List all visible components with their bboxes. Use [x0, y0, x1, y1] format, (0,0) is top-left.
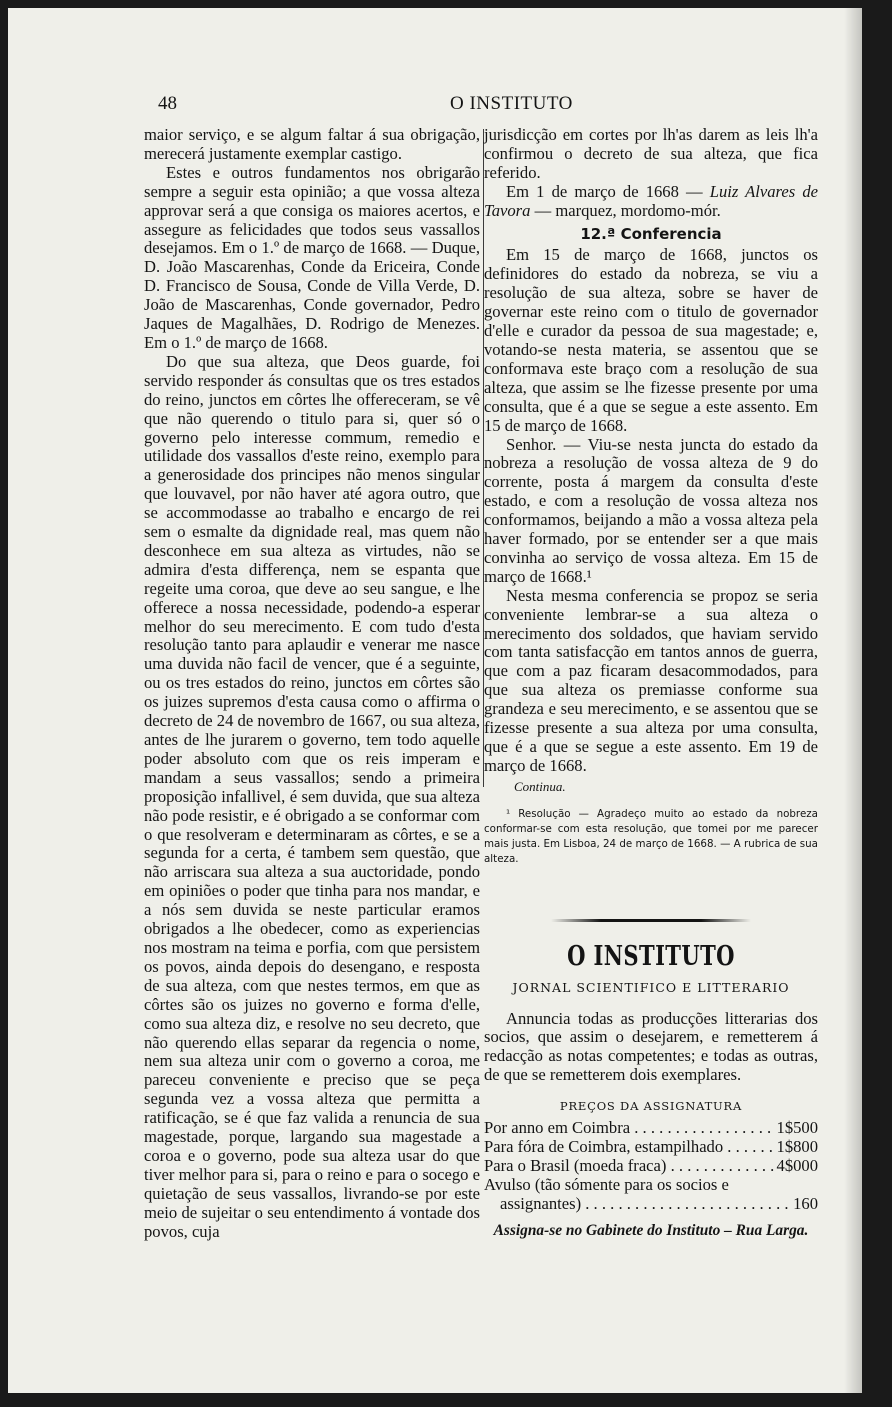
footnote: ¹ Resolução — Agradeço muito ao estado da nobreza conformar-se com esta resolução, que tomei por me parecer mais justa. Em Lisboa, 24 de março de 1668. — A rubrica de sua alteza. — [484, 807, 818, 865]
masthead-subtitle: JORNAL SCIENTIFICO E LITTERARIO — [512, 979, 790, 995]
paragraph: Do que sua alteza, que Deos guarde, foi servido responder ás consultas que os tres estados do reino, junctos em côrtes lhe offereceram, se vê que não querendo o titulo para si, quer só o governo pelo interesse commum, remedio e utilidade dos vassallos d'este reino, exemplo para a generosidade dos principes não menos singular que louvavel, por não haver até agora outro, que se accommodasse ao trabalho e encargo de rei sem o esmalte da dignidade real, mas quem não desconhece em sua alteza as virtudes, não se admira d'esta differença, nem se espanta que regeite uma coroa, que deve ao seu sangue, e lhe offerece a nossa necessidade, podendo-a esperar melhor do seu merecimento. E com tudo d'esta resolução tanto para aplaudir e venerar me nasce uma duvida não facil de vencer, que é a seguinte, ou os tres estados do reino, junctos em côrtes são os juizes supremos d'esta causa como o affirma o decreto de 24 de novembro de 1667, ou sua alteza, antes de lhe jurarem o governo, tem todo aquelle poder absoluto com que os reis imperam e mandam a seus vassallos; sendo a primeira proposição infallivel, é sem duvida, que sua alteza não pode resistir, e é obrigado a se conformar com o que resolveram e determinaram as côrtes, e se a segunda for a certa, é tambem sem questão, que não arriscara sua alteza a sua auctoridade, pondo em opiniões o poder que tinha para nos mandar, e a nós sem duvida se neste particular eramos obrigados a lhe obedecer, como as experiencias nos mostram na teima e porfia, com que persistem os povos, ainda depois do desengano, e resposta de sua alteza, com que nestes termos, em que as côrtes são os juizes no governo e forma d'elle, como sua alteza diz, e resolve no seu decreto, que não querendo ellas separar da regencia o nome, nem sua alteza unir com o governo a coroa, me pareceu conveniente e preciso que se peça segunda vez a vossa alteza que permitta a ratificação, se é que faz valida a renuncia de sua magestade, porque, largando sua magestade a coroa e o governo, pode sua alteza usar do que tiver melhor para si, para o reino e para o socego e quietação de seus vassallos, livrando-se por este meio de sujeitar o seu entendimento á vontade dos povos, cuja — [144, 351, 480, 1241]
conference-heading: 12.ª Conferencia — [580, 224, 722, 243]
journal-running-title: O INSTITUTO — [450, 93, 573, 114]
subscription-signoff: Assigna-se no Gabinete do Instituto – Rua Larga. — [493, 1221, 809, 1239]
paragraph: maior serviço, e se algum faltar á sua obrigação, merecerá justamente exemplar castigo. — [144, 125, 480, 163]
price-label: Para fóra de Coimbra, estampilhado . . . — [484, 1138, 775, 1157]
signer-title: — marquez, mordomo-mór. — [534, 200, 721, 220]
page-edge-shadow — [844, 8, 862, 1393]
masthead-title: O INSTITUTO — [567, 940, 735, 972]
left-column — [144, 126, 480, 1241]
paragraph: Estes e outros fundamentos nos obrigarão sempre a seguir esta opinião; a que vossa alteza approvar será a que consiga os maiores acertos, e assegure as felicidades que todos seus vassallos desejamos. Em o 1.º de março de 1668. — Duque, D. João Mascarenhas, Conde da Ericeira, Conde D. Francisco de Sousa, Conde de Villa Verde, D. João de Mascarenhas, Conde governador, Pedro Jaques de Magalhães, D. Rodrigo de Menezes. Em o 1.º de março de 1668. — [144, 162, 480, 352]
price-label: assignantes) . . . — [500, 1195, 791, 1214]
page-number: 48 — [158, 93, 177, 114]
section-divider — [551, 919, 751, 922]
price-value: 1$800 — [776, 1136, 818, 1156]
price-value: 160 — [793, 1193, 818, 1213]
price-label: Avulso (tão sómente para os socios e — [484, 1175, 729, 1194]
paragraph: Nesta mesma conferencia se propoz se seria conveniente lembrar-se a sua alteza o merecimento dos soldados, que haviam servido com tanta satisfacção em tantos annos de guerra, que com a paz ficaram desacommodados, para que sua alteza os premiasse conforme sua grandeza e seu merecimento, e se assentou que se fizesse presente a sua alteza por uma consulta, que é a que se segue a este assento. Em 19 de março de 1668. — [484, 585, 818, 775]
price-row — [484, 1157, 818, 1176]
prices-heading: PREÇOS DA ASSIGNATURA — [559, 1099, 743, 1114]
right-column — [484, 126, 818, 1241]
price-row — [484, 1119, 818, 1138]
paragraph: Em 15 de março de 1668, junctos os definidores do estado da nobreza, se viu a resolução de sua alteza, sobre se haver de governar este reino com o titulo de governador d'elle e curador da pessoa de sua magestade; e, votando-se nesta materia, se assentou que se conformava este braço com a resolução de sua alteza, que assim se lhe fizesse presente por uma consulta, que é a que se segue a este assento. Em 15 de março de 1668. — [484, 245, 818, 435]
price-label: Para o Brasil (moeda fraca) . . . — [484, 1157, 775, 1176]
announcement-text: Annuncia todas as producções litterarias dos socios, que assim o desejarem, e remetterem á redacção as notas competentes; e todas as outras, de que se remetterem dois exemplares. — [484, 1008, 818, 1085]
price-list — [484, 1119, 818, 1214]
continua-note: Continua. — [514, 778, 566, 794]
paragraph: Senhor. — Viu-se nesta juncta do estado da nobreza a resolução de vossa alteza de 9 do corrente, posta á margem da consulta d'este estado, e com a resolução de vossa alteza nos conformamos, beijando a mão a vossa alteza pela haver formado, por se entender ser a que mais convinha ao serviço de vossa alteza. Em 15 de março de 1668.¹ — [484, 434, 818, 586]
price-value — [816, 1176, 818, 1195]
running-head — [8, 93, 862, 117]
price-row — [484, 1195, 818, 1214]
price-row — [484, 1138, 818, 1157]
newspaper-page — [8, 8, 862, 1393]
price-value: 4$000 — [776, 1155, 818, 1175]
signer-name: Luiz Alvares de Tavora — [484, 181, 818, 220]
paragraph: jurisdicção em cortes por lh'as darem as leis lh'a confirmou o decreto de sua alteza, que fica referido. — [484, 125, 818, 182]
price-label: Por anno em Coimbra . . . — [484, 1119, 775, 1138]
price-row — [484, 1176, 818, 1195]
dated-signature-line — [484, 183, 818, 221]
date-text: Em 1 de março de 1668 — — [506, 181, 703, 201]
price-value: 1$500 — [776, 1118, 818, 1138]
